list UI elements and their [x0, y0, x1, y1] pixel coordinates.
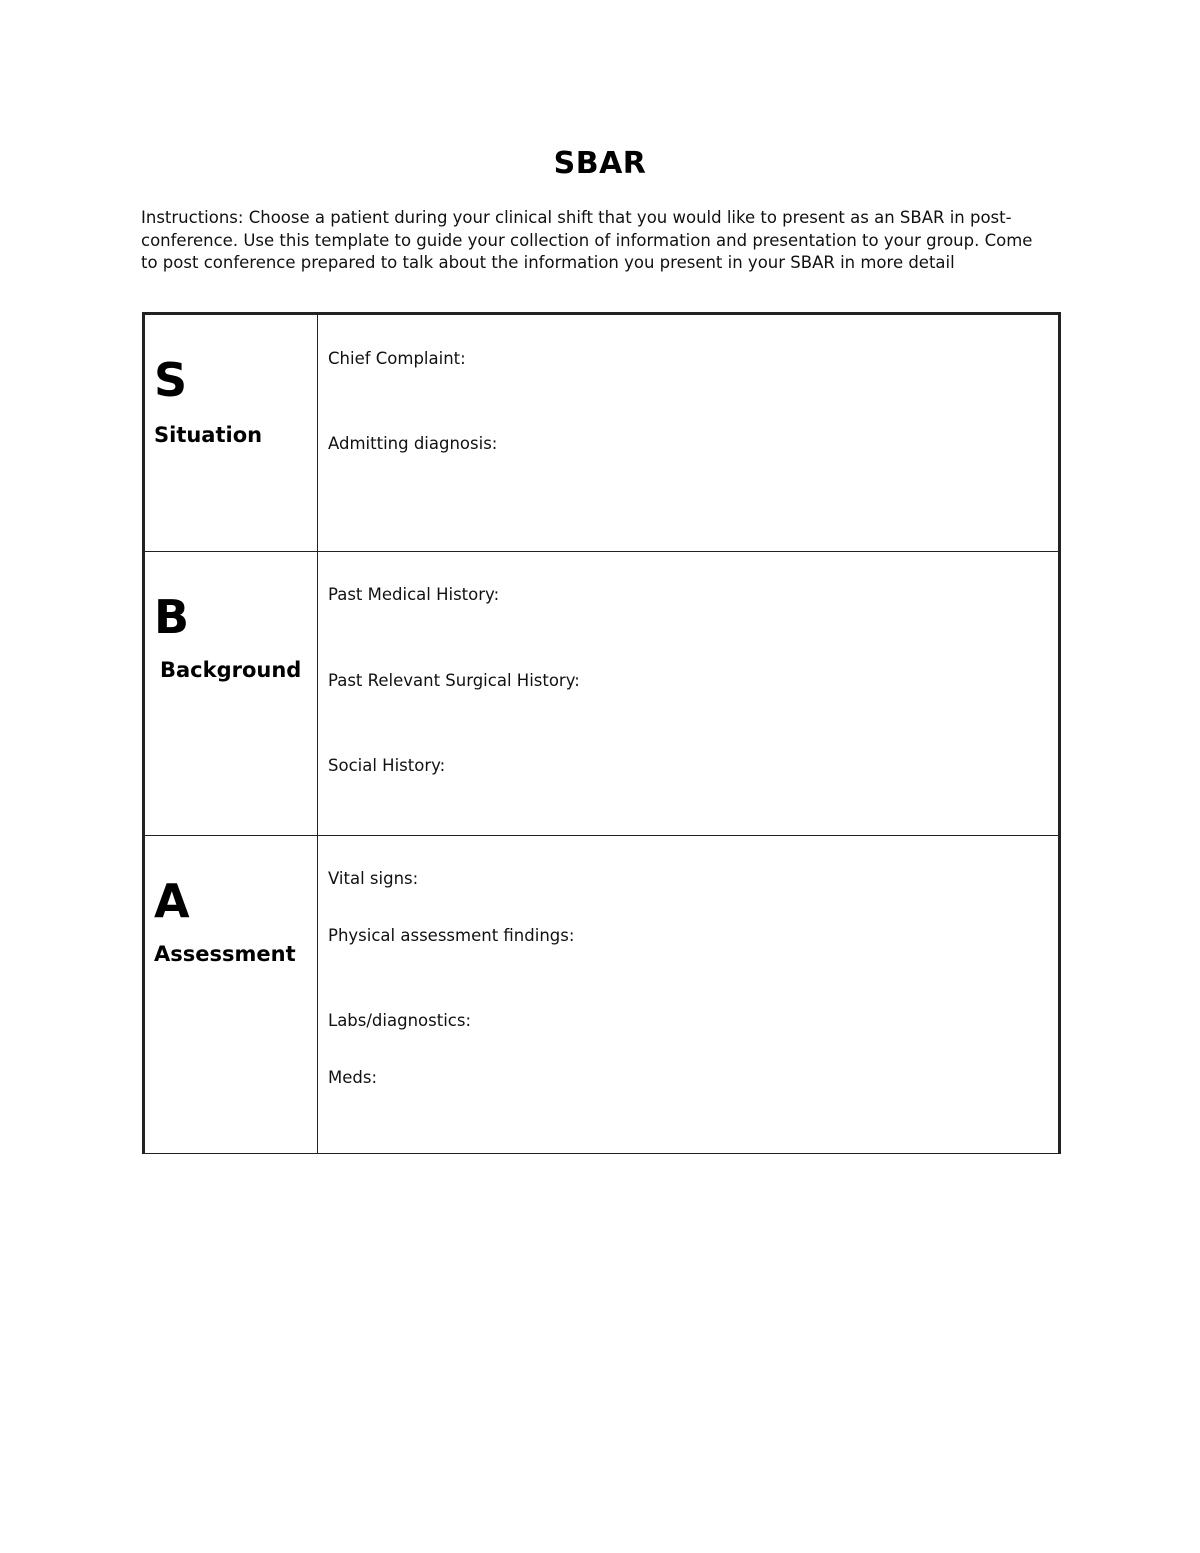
assessment-label-cell — [144, 836, 318, 1154]
chief-complaint-label: Chief Complaint: — [328, 349, 466, 368]
labs-diagnostics-label: Labs/diagnostics: — [328, 1011, 472, 1030]
admitting-diagnosis-label: Admitting diagnosis: — [328, 434, 498, 453]
assessment-letter: A — [154, 874, 190, 928]
past-medical-history-label: Past Medical History: — [328, 585, 500, 604]
background-row — [144, 552, 1060, 836]
background-word: Background — [160, 658, 302, 682]
background-label-cell — [144, 552, 318, 836]
assessment-word: Assessment — [154, 942, 296, 966]
situation-label-cell — [144, 314, 318, 552]
instructions-text: Instructions: Choose a patient during your clinical shift that you would like to present as an SBAR in post-conference. Use this template to guide your collection of information and presentation to your group. Come to post conference prepared to talk about the information you present in your SBAR in more detail — [141, 208, 1033, 272]
assessment-fields-cell — [318, 836, 1060, 1154]
background-letter: B — [154, 590, 190, 644]
situation-fields-cell — [318, 314, 1060, 552]
past-surgical-history-label: Past Relevant Surgical History: — [328, 671, 580, 690]
social-history-label: Social History: — [328, 756, 446, 775]
page-title: SBAR — [553, 146, 647, 181]
vital-signs-label: Vital signs: — [328, 869, 419, 888]
situation-row — [144, 314, 1060, 552]
assessment-row — [144, 836, 1060, 1154]
physical-assessment-label: Physical assessment findings: — [328, 926, 575, 945]
situation-word: Situation — [154, 423, 263, 447]
situation-letter: S — [154, 353, 188, 407]
sbar-table — [142, 312, 1061, 1154]
background-fields-cell — [318, 552, 1060, 836]
meds-label: Meds: — [328, 1068, 378, 1087]
